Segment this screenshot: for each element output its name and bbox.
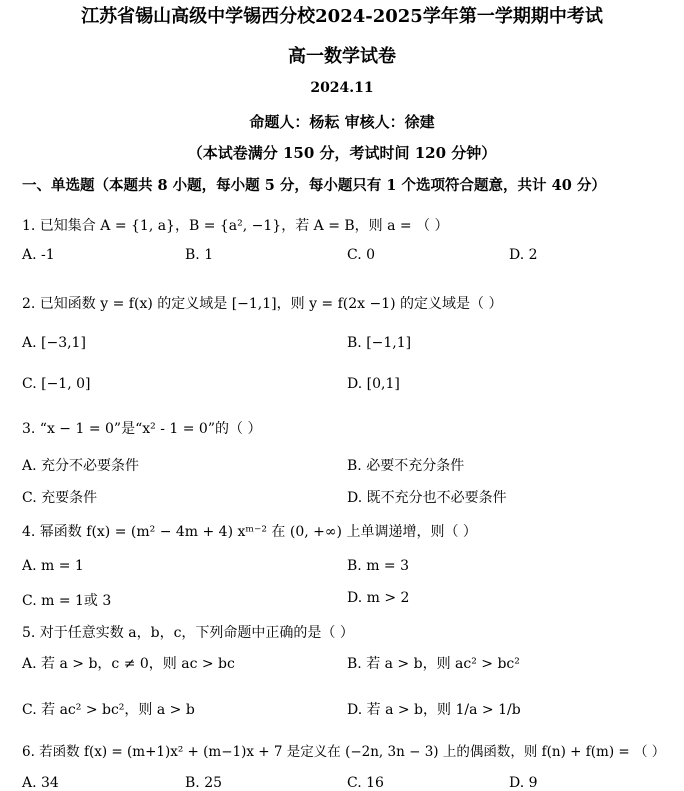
q3-option-c: C. 充要条件 xyxy=(22,490,98,506)
exam-subtitle: 高一数学试卷 xyxy=(288,46,396,67)
question-3-stem: 3. “x − 1 = 0”是“x² - 1 = 0”的（ ） xyxy=(22,421,262,437)
q3-option-a: A. 充分不必要条件 xyxy=(22,458,140,474)
q5-option-c: C. 若 ac² > bc²，则 a > b xyxy=(22,702,195,718)
q4-option-b: B. m = 3 xyxy=(347,558,410,574)
q6-option-a: A. 34 xyxy=(22,775,59,791)
q1-option-d: D. 2 xyxy=(509,247,538,263)
question-6-stem: 6. 若函数 f(x) = (m+1)x² + (m−1)x + 7 是定义在 (−2n, 3n − 3) 上的偶函数，则 f(n) + f(m) = （ ） xyxy=(22,744,666,760)
q4-option-a: A. m = 1 xyxy=(22,558,84,574)
exam-note: （本试卷满分 150 分，考试时间 120 分钟） xyxy=(187,144,497,162)
exam-date: 2024.11 xyxy=(310,80,374,96)
q4-option-d: D. m > 2 xyxy=(347,590,410,606)
q6-option-d: D. 9 xyxy=(509,775,538,791)
q2-option-c: C. [−1, 0] xyxy=(22,376,91,392)
q4-option-c: C. m = 1或 3 xyxy=(22,593,112,609)
question-2-stem: 2. 已知函数 y = f(x) 的定义域是 [−1,1]，则 y = f(2x −1) 的定义域是（ ） xyxy=(22,296,503,312)
question-5-stem: 5. 对于任意实数 a，b，c，下列命题中正确的是（ ） xyxy=(22,625,354,641)
q1-option-c: C. 0 xyxy=(347,247,376,263)
q5-option-a: A. 若 a > b，c ≠ 0，则 ac > bc xyxy=(22,656,235,672)
exam-title: 江苏省锡山高级中学锡西分校2024-2025学年第一学期期中考试 xyxy=(81,6,603,27)
section-heading: 一、单选题（本题共 8 小题，每小题 5 分，每小题只有 1 个选项符合题意，共计 40 分） xyxy=(22,177,606,194)
q5-option-b: B. 若 a > b，则 ac² > bc² xyxy=(347,656,520,672)
q1-option-b: B. 1 xyxy=(185,247,214,263)
question-4-stem: 4. 幂函数 f(x) = (m² − 4m + 4) xᵐ⁻² 在 (0, +∞) 上单调递增，则（ ） xyxy=(22,524,477,540)
q3-option-d: D. 既不充分也不必要条件 xyxy=(347,490,507,506)
exam-authors: 命题人：杨耘 审核人：徐建 xyxy=(249,113,435,131)
q2-option-a: A. [−3,1] xyxy=(22,335,86,351)
question-1-stem: 1. 已知集合 A = {1, a}，B = {a², −1}，若 A = B，则 a = （ ） xyxy=(22,218,449,234)
q5-option-d: D. 若 a > b，则 1/a > 1/b xyxy=(347,702,521,718)
q6-option-b: B. 25 xyxy=(185,775,223,791)
q2-option-d: D. [0,1] xyxy=(347,376,400,392)
q6-option-c: C. 16 xyxy=(347,775,384,791)
q1-option-a: A. -1 xyxy=(22,247,55,263)
q2-option-b: B. [−1,1] xyxy=(347,335,412,351)
q3-option-b: B. 必要不充分条件 xyxy=(347,458,465,474)
